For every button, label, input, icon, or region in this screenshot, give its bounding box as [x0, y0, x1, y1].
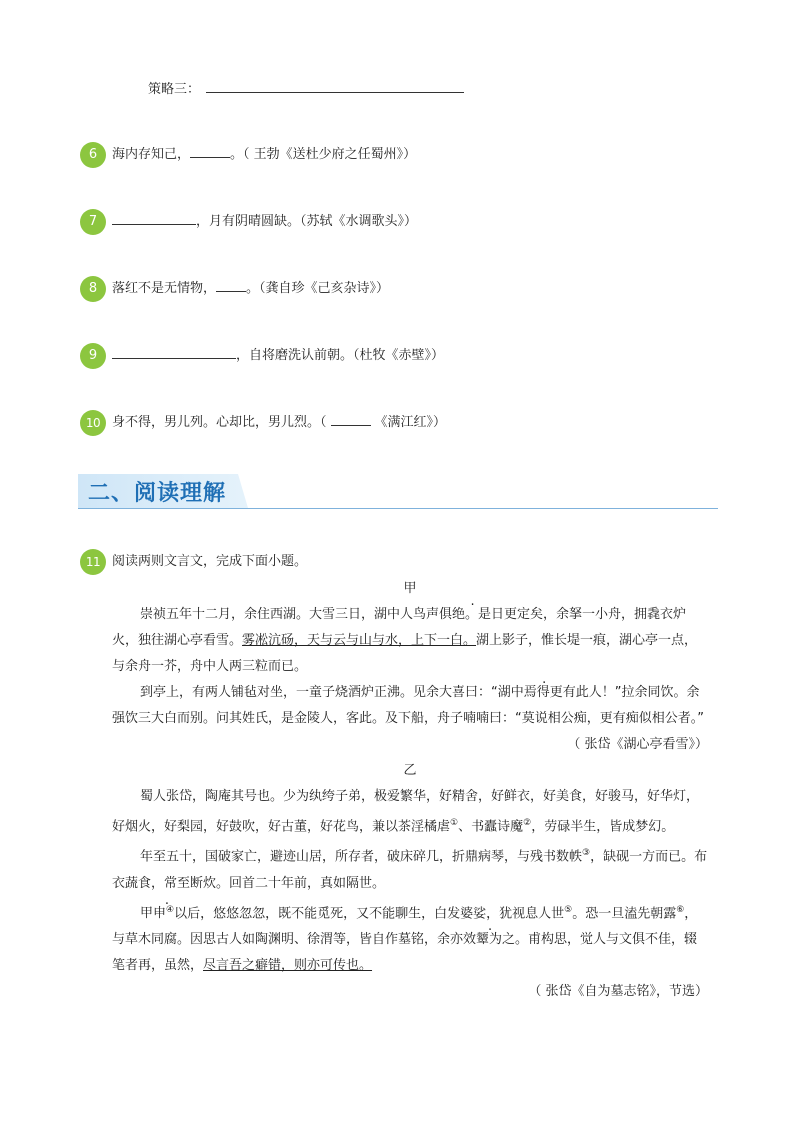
section-header [78, 474, 718, 510]
question-8-blank[interactable] [216, 277, 246, 292]
yi-p3-text-e: 为之。甫构思，觉人与文俱不佳，辍笔者再，虽然， [112, 931, 698, 973]
jia-p1-underlined-sentence: 雾凇沆砀，天与云与山与水，上下一白。 [242, 633, 477, 648]
passage-jia-source: （ 张岱《湖心亭看雪》） [567, 737, 708, 752]
question-number-7: 7 [80, 209, 106, 235]
yi-p3-dotted-word: 效颦 [463, 931, 490, 947]
strategy-blank[interactable] [206, 80, 464, 93]
yi-p1-text-b: 、书蠹诗魔 [458, 819, 524, 835]
jia-p1-text-a: 崇祯五年十二月，余住西湖。大雪三日，湖中人鸟声俱 [140, 607, 453, 622]
question-7 [112, 209, 417, 235]
footnote-3: ③ [582, 848, 591, 859]
question-number-11: 11 [80, 549, 106, 575]
question-6-text: 海内存知己， [112, 147, 191, 162]
jia-p2-text-b: 得更有此人！”拉余同饮。余强饮三大白而别。问其姓氏，是金陵人，客此。及下船，舟子喃喃曰：“莫说相公痴，更有痴似相公者。” [112, 685, 704, 726]
question-6 [112, 142, 416, 168]
yi-p1-text-a: 蜀人张岱，陶庵其号也。少为纨绔子弟，极爱繁华，好精舍，好鲜衣，好美食，好骏马，好华灯，好烟火，好梨园，好鼓吹，好古董，好花鸟，兼以茶淫橘虐 [112, 789, 700, 835]
jia-p2-text-a: 到亭上，有两人铺毡对坐，一童子烧酒炉正沸。见余大喜曰：“湖中 [140, 685, 524, 700]
question-8 [112, 276, 389, 302]
passage-jia-paragraph-2 [112, 680, 708, 732]
question-10-text: 身不得，男儿列。心却比，男儿烈。（ [112, 415, 327, 430]
yi-p3-text-c: 。恐一旦溘先朝露 [572, 905, 677, 921]
question-number-10: 10 [80, 410, 106, 436]
yi-p3-dotted-jiashen: 甲申 [140, 905, 167, 921]
yi-p3-text-d: ，与草木同腐。因思古人如陶渊明、徐渭等，皆自作墓铭，余亦 [112, 905, 698, 947]
question-9-text: ，自将磨洗认前朝。（杜牧《赤壁》） [236, 348, 445, 363]
footnote-4: ④ [166, 904, 175, 915]
question-7-blank[interactable] [112, 210, 196, 225]
footnote-6: ⑥ [676, 904, 685, 915]
footnote-2: ② [523, 818, 532, 828]
strategy-label: 策略三： [148, 82, 201, 97]
question-9 [112, 343, 444, 369]
jia-p1-dotted-word: 绝 [452, 607, 466, 622]
strategy-three [148, 78, 464, 97]
question-8-text: 落红不是无情物， [112, 281, 217, 296]
question-number-9: 9 [80, 343, 106, 369]
passage-yi-source: （ 张岱《自为墓志铭》，节选） [528, 983, 708, 999]
question-6-source: 。（ 王勃《送杜少府之任蜀州》） [230, 147, 417, 162]
question-8-source: 。（龚自珍《己亥杂诗》） [246, 281, 390, 296]
yi-p2-text-b: ，缺砚一方而已。布衣蔬食，常至断炊。回首二十年前，真如隔世。 [112, 849, 708, 891]
question-10-blank[interactable] [331, 411, 371, 426]
passage-jia-title: 甲 [403, 581, 417, 596]
yi-p2-text-a: 年至五十，国破家亡，避迹山居，所存者，破床碎几，折鼎病琴，与残书数帙 [140, 849, 583, 865]
jia-p1-text-c: 湖上影子，惟长堤一痕，湖心亭一点，与余舟一芥，舟中人两三粒而已。 [112, 633, 698, 674]
jia-p1-text-b: 。是日更定矣，余拏一小舟，拥毳衣炉火，独往湖心亭看雪。 [112, 607, 687, 648]
yi-p1-text-c: ，劳碌半生，皆成梦幻。 [531, 819, 675, 835]
passage-jia-paragraph-1 [112, 602, 708, 680]
question-7-text: ，月有阴晴圆缺。（苏轼《水调歌头》） [196, 214, 418, 229]
passage-yi-paragraph-2 [112, 840, 708, 896]
question-10 [112, 410, 446, 436]
question-number-8: 8 [80, 276, 106, 302]
yi-p3-text-b: 以后，悠悠忽忽，既不能觅死，又不能聊生，白发婆娑，犹视息人世 [174, 905, 565, 921]
question-6-blank[interactable] [190, 143, 230, 158]
footnote-1: ① [450, 818, 459, 828]
section-title: 二、阅读理解 [88, 481, 227, 506]
section-divider [78, 508, 718, 509]
reading-passages [112, 576, 708, 1005]
yi-p3-underlined-sentence: 尽言吾之癖错，则亦可传也。 [203, 957, 373, 973]
passage-yi-paragraph-3 [112, 897, 708, 979]
passage-yi-title: 乙 [403, 763, 417, 778]
question-10-source: 《满江红》） [374, 415, 447, 430]
question-11-prompt: 阅读两则文言文，完成下面小题。 [112, 554, 308, 569]
question-number-6: 6 [80, 142, 106, 168]
footnote-5: ⑤ [564, 904, 573, 915]
jia-p2-dotted-word: 焉 [523, 685, 537, 700]
question-9-blank[interactable] [112, 344, 236, 359]
passage-yi-paragraph-1 [112, 784, 708, 840]
